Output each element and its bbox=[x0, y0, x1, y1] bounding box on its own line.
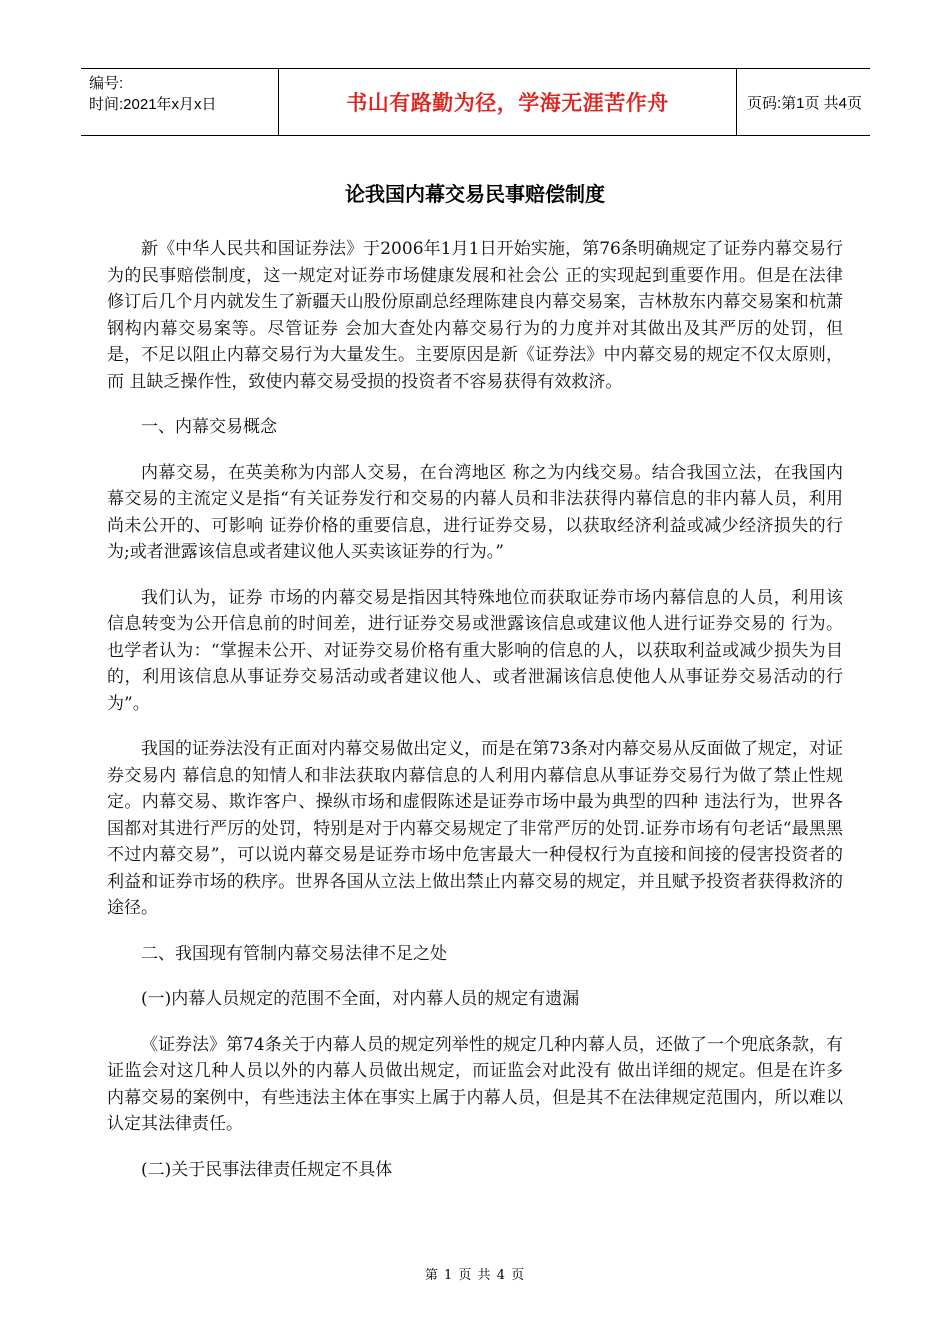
subsection-heading-1: (一)内幕人员规定的范围不全面，对内幕人员的规定有遗漏 bbox=[141, 989, 580, 1009]
paragraph-intro: 新《中华人民共和国证券法》于2006年1月1日开始实施，第76条明确规定了证券内幕交易行为的民事赔偿制度，这一规定对证券市场健康发展和社会公 正的实现起到重要作用。但是在法律修订后几个月内就发生了新疆天山股份原副总经理陈建良内幕交易案，吉林敖东内幕交易案和杭萧钢构内幕交易案等。尽管证券 会加大查处内幕交易行为的力度并对其做出及其严厉的处罚，但是，不足以阻止内幕交易行为大量发生。主要原因是新《证券法》中内幕交易的规定不仅太原则，而 且缺乏操作性，致使内幕交易受损的投资者不容易获得有效救济。 bbox=[107, 239, 843, 392]
page-footer: 第 1 页 共 4 页 bbox=[424, 1268, 526, 1283]
paragraph-definition: 内幕交易，在英美称为内部人交易，在台湾地区 称之为内线交易。结合我国立法，在我国内幕交易的主流定义是指“有关证券发行和交易的内幕人员和非法获得内幕信息的非内幕人员，利用尚未公开的、可影响 证券价格的重要信息，进行证券交易，以获取经济利益或减少经济损失的行为;或者泄露该信息或者建议他人买卖该证券的行为。” bbox=[107, 462, 843, 562]
header-page-info: 页码:第1页 共4页 bbox=[747, 94, 863, 112]
section-heading-2: 二、我国现有管制内幕交易法律不足之处 bbox=[141, 943, 447, 964]
time-label: 时间:2021年x月x日 bbox=[89, 96, 217, 113]
document-body bbox=[107, 236, 843, 1183]
paragraph-opinion: 我们认为，证券 市场的内幕交易是指因其特殊地位而获取证券市场内幕信息的人员，利用该信息转变为公开信息前的时间差，进行证券交易或泄露该信息或建议他人进行证券交易的 行为。也学者认为：“掌握未公开、对证券交易价格有重大影响的信息的人，以获取利益或减少损失为目的，利用该信息从事证券交易活动或者建议他人、或者泄漏该信息使他人从事证券交易活动的行为”。 bbox=[107, 587, 843, 714]
header-motto: 书山有路勤为径，学海无涯苦作舟 bbox=[279, 69, 737, 135]
header-meta bbox=[81, 69, 279, 135]
paragraph-article-74: 《证券法》第74条关于内幕人员的规定列举性的规定几种内幕人员，还做了一个兜底条款，有证监会对这几种人员以外的内幕人员做出规定，而证监会对此没有 做出详细的规定。但是在许多内幕交易的案例中，有些违法主体在事实上属于内幕人员，但是其不在法律规定范围内，所以难以认定其法律责任。 bbox=[107, 1034, 843, 1134]
document-title: 论我国内幕交易民事赔偿制度 bbox=[345, 182, 605, 206]
subsection-heading-2: (二)关于民事法律责任规定不具体 bbox=[141, 1159, 393, 1180]
section-heading-1: 一、内幕交易概念 bbox=[141, 417, 277, 437]
paragraph-law: 我国的证券法没有正面对内幕交易做出定义，而是在第73条对内幕交易从反面做了规定，对证券交易内 幕信息的知情人和非法获取内幕信息的人利用内幕信息从事证券交易行为做了禁止性规定。内幕交易、欺诈客户、操纵市场和虚假陈述是证券市场中最为典型的四种 违法行为，世界各国都对其进行严厉的处罚，特别是对于内幕交易规定了非常严厉的处罚.证券市场有句老话“最黑黑不过内幕交易”，可以说内幕交易是证券市场中危害最大一种侵权行为直接和间接的侵害投资者的利益和证券市场的秩序。世界各国从立法上做出禁止内幕交易的规定，并且赋予投资者获得救济的途径。 bbox=[107, 739, 843, 918]
number-label: 编号: bbox=[89, 75, 124, 92]
header-table bbox=[81, 68, 870, 136]
